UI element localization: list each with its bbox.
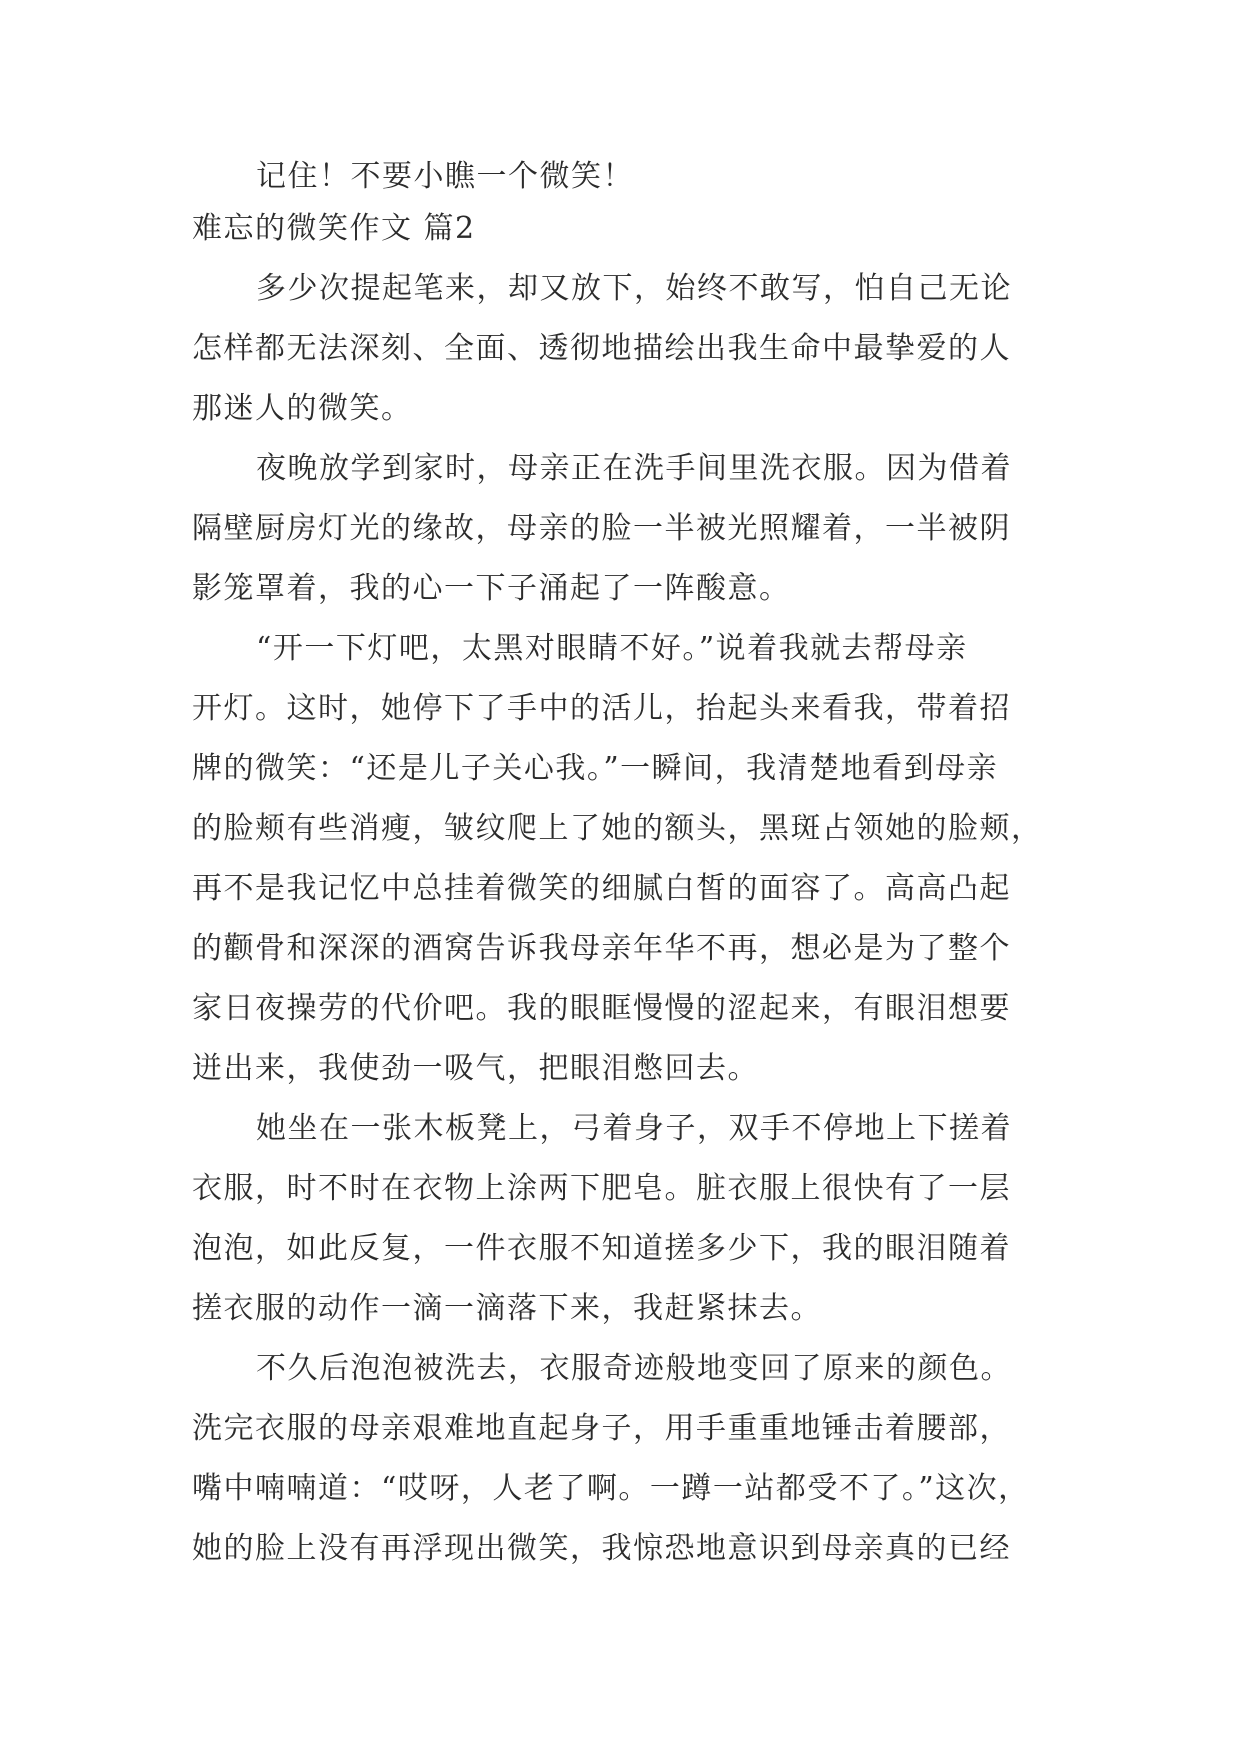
paragraph-line: 的颧骨和深深的酒窝告诉我母亲年华不再，想必是为了整个 [192, 931, 1011, 966]
paragraph-line: 的脸颊有些消瘦，皱纹爬上了她的额头，黑斑占领她的脸颊， [192, 811, 1043, 846]
paragraph [192, 632, 1050, 1086]
paragraph-line: 她的脸上没有再浮现出微笑，我惊恐地意识到母亲真的已经 [192, 1531, 1011, 1566]
paragraph-line: 夜晚放学到家时，母亲正在洗手间里洗衣服。因为借着 [256, 451, 1012, 486]
paragraph-line: “开一下灯吧，太黑对眼睛不好。”说着我就去帮母亲 [256, 631, 968, 666]
paragraph-line: 那迷人的微笑。 [192, 391, 413, 426]
paragraph-line: 再不是我记忆中总挂着微笑的细腻白皙的面容了。高高凸起 [192, 871, 1011, 906]
paragraph [192, 1352, 1050, 1566]
paragraph-line: 不久后泡泡被洗去，衣服奇迹般地变回了原来的颜色。 [256, 1351, 1012, 1386]
closing-line: 记住！不要小瞧一个微笑！ [256, 159, 634, 194]
paragraph-line: 她坐在一张木板凳上，弓着身子，双手不停地上下搓着 [256, 1111, 1012, 1146]
paragraph-line: 隔壁厨房灯光的缘故，母亲的脸一半被光照耀着，一半被阴 [192, 511, 1011, 546]
paragraph-line: 影笼罩着，我的心一下子涌起了一阵酸意。 [192, 571, 791, 606]
paragraph-line: 家日夜操劳的代价吧。我的眼眶慢慢的涩起来，有眼泪想要 [192, 991, 1011, 1026]
paragraph-line: 开灯。这时，她停下了手中的活儿，抬起头来看我，带着招 [192, 691, 1011, 726]
paragraph [192, 272, 1050, 426]
paragraph [192, 452, 1050, 606]
essay-heading: 难忘的微笑作文 篇2 [192, 211, 476, 246]
paragraph-line: 多少次提起笔来，却又放下，始终不敢写，怕自己无论 [256, 271, 1012, 306]
paragraph [192, 1112, 1050, 1326]
paragraph-line: 迸出来，我使劲一吸气，把眼泪憋回去。 [192, 1051, 759, 1086]
document-body [192, 160, 1050, 1566]
paragraph-line: 衣服，时不时在衣物上涂两下肥皂。脏衣服上很快有了一层 [192, 1171, 1011, 1206]
paragraph-line: 洗完衣服的母亲艰难地直起身子，用手重重地锤击着腰部， [192, 1411, 1011, 1446]
paragraph-line: 泡泡，如此反复，一件衣服不知道搓多少下，我的眼泪随着 [192, 1231, 1011, 1266]
paragraph-line: 嘴中喃喃道：“哎呀，人老了啊。一蹲一站都受不了。”这次， [192, 1471, 1030, 1506]
paragraph-line: 牌的微笑：“还是儿子关心我。”一瞬间，我清楚地看到母亲 [192, 751, 999, 786]
paragraph-line: 搓衣服的动作一滴一滴落下来，我赶紧抹去。 [192, 1291, 822, 1326]
paragraph-line: 怎样都无法深刻、全面、透彻地描绘出我生命中最挚爱的人 [192, 331, 1011, 366]
